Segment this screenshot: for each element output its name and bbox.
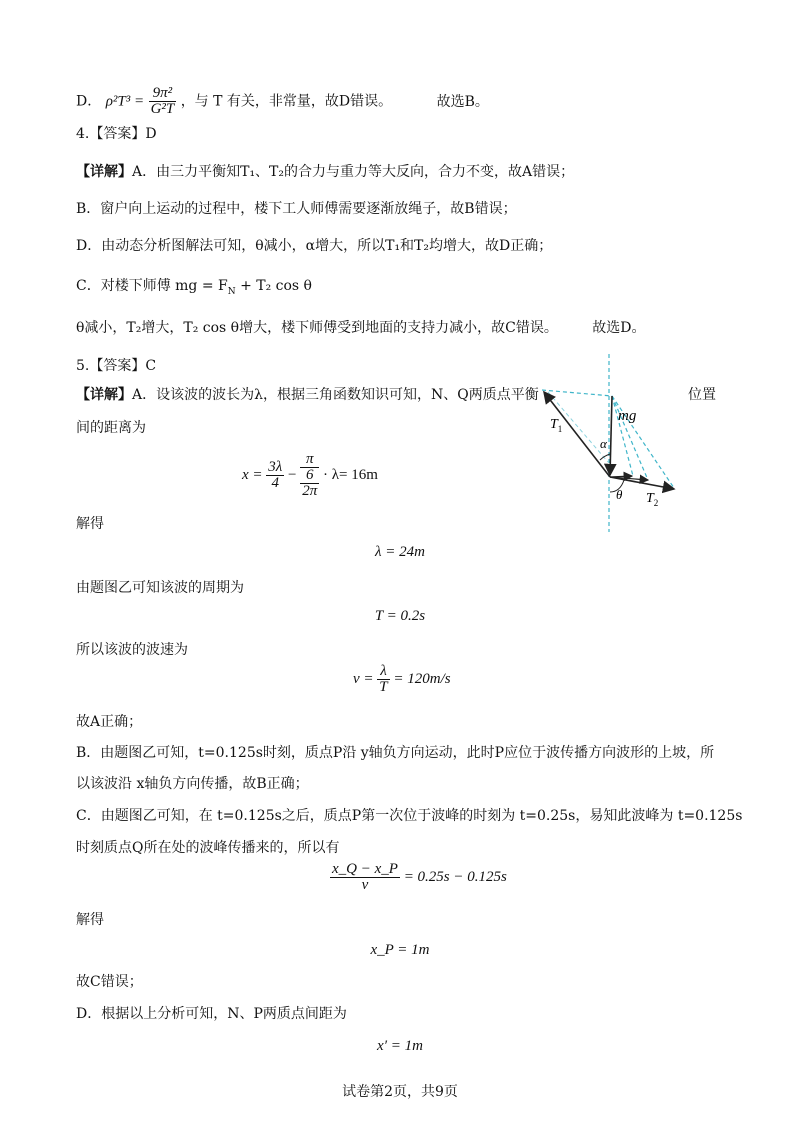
q5-period-text: 由题图乙可知该波的周期为 <box>76 580 244 596</box>
q3-answer: 故选B。 <box>436 93 489 110</box>
q5-eq1-frac1-num: 3λ <box>268 459 283 475</box>
q5-eq1 <box>242 452 378 499</box>
t1-arrow <box>544 392 610 477</box>
q3-d-denominator: G²T <box>150 101 175 117</box>
q3-d-fraction <box>149 86 177 117</box>
q5-b-line1: B．由题图乙可知，t=0.125s时刻，质点P沿 y轴负方向运动，此时P应位于波传播方向波形的上坡，所 <box>76 745 715 761</box>
q4-option-b: B．窗户向上运动的过程中，楼下工人师傅需要逐渐放绳子，故B错误； <box>76 201 517 217</box>
mg-arrow <box>610 396 612 475</box>
q4-c-text2: + T₂ cos θ <box>235 278 312 294</box>
q5-a-text1b: 位置 <box>688 387 716 403</box>
q4-a-text: A．由三力平衡知T₁、T₂的合力与重力等大反向，合力不变，故A错误； <box>132 164 575 180</box>
q4-c-conclusion <box>76 318 646 338</box>
label-t1: $T_1$ <box>550 417 563 434</box>
q5-eq1-frac2 <box>300 452 319 499</box>
q3-d-numerator: 9π² <box>149 86 177 102</box>
q5-eq5-den: v <box>361 877 369 893</box>
q5-eq4-den: T <box>379 679 388 695</box>
q4-answer: 故选D。 <box>592 320 646 336</box>
q4-option-c <box>76 276 312 302</box>
label-theta: θ <box>616 487 623 502</box>
q5-c-line1: C．由题图乙可知，在 t=0.125s之后，质点P第一次位于波峰的时刻为 t=0.25s，易知此波峰为 t=0.125s <box>76 808 743 824</box>
q5-eq4-num: λ <box>377 664 389 680</box>
q5-eq1-minus: − <box>288 466 297 483</box>
q5-a-conclusion: 故A正确； <box>76 714 143 730</box>
dashed-line-1 <box>542 390 612 396</box>
q5-c-line2: 时刻质点Q所在处的波峰传播来的，所以有 <box>76 840 340 856</box>
label-mg: mg <box>618 408 637 424</box>
q4-option-d: D．由动态分析图解法可知，θ减小，α增大，所以T₁和T₂均增大，故D正确； <box>76 238 553 254</box>
q5-eq5 <box>330 862 507 893</box>
q5-a-line1 <box>76 385 539 405</box>
q5-eq1-lhs: x = <box>242 466 263 483</box>
q5-a-text1: A．设该波的波长为λ，根据三角函数知识可知，N、Q两质点平衡 <box>132 387 539 403</box>
q5-eq4 <box>353 664 451 695</box>
q5-b-line2: 以该波沿 x轴负方向传播，故B正确； <box>76 776 309 792</box>
label-alpha: α <box>600 436 607 451</box>
force-diagram <box>528 352 708 542</box>
q5-eq1-frac2-den: 2π <box>302 483 318 499</box>
q5-eq5-num: x_Q − x_P <box>332 861 398 877</box>
q5-eq1-frac2-num-bot: 6 <box>300 468 319 484</box>
q3-d-label: D． <box>76 93 102 110</box>
q5-eq1-frac1 <box>266 460 284 491</box>
q5-eq6: x_P = 1m <box>370 942 430 958</box>
q5-eq4-frac <box>377 664 389 695</box>
q5-d-text: D．根据以上分析可知，N、P两质点间距为 <box>76 1006 347 1022</box>
q5-a-line2: 间的距离为 <box>76 420 146 436</box>
q5-eq2: λ = 24m <box>375 544 425 560</box>
q5-jiede2: 解得 <box>76 912 104 928</box>
q4-option-a <box>76 162 574 182</box>
q5-eq3: T = 0.2s <box>374 608 426 624</box>
q5-jiede1: 解得 <box>76 516 104 532</box>
q5-c-conclusion: 故C错误； <box>76 974 143 990</box>
q4-c-text: C．对楼下师傅 mg = F <box>76 278 228 294</box>
q3-d-text: ，与 T 有关，非常量，故D错误。 <box>180 93 393 110</box>
q5-detail-prefix: 【详解】 <box>76 387 132 403</box>
q4-heading: 4.【答案】D <box>76 126 157 142</box>
q5-eq5-rhs: = 0.25s − 0.125s <box>403 868 507 885</box>
q5-eq7: x′ = 1m <box>377 1038 423 1054</box>
q5-heading: 5.【答案】C <box>76 358 157 374</box>
q5-eq1-frac1-den: 4 <box>271 475 280 491</box>
q5-eq1-rhs: · λ= 16m <box>323 466 378 483</box>
q5-speed-text: 所以该波的波速为 <box>76 642 188 658</box>
page-footer: 试卷第2页，共9页 <box>342 1084 458 1100</box>
q4-detail-prefix: 【详解】 <box>76 164 132 180</box>
q3-option-d <box>76 86 489 117</box>
label-t2: $T_2$ <box>646 491 659 508</box>
q5-eq4-rhs: = 120m/s <box>393 670 451 687</box>
q3-d-formula-lhs: ρ²T³ = <box>105 93 145 110</box>
q5-eq5-frac <box>330 862 400 893</box>
q5-eq1-frac2-num-top: π <box>300 452 319 468</box>
q4-c-sub: N <box>227 286 236 297</box>
q4-c2-text: θ减小，T₂增大，T₂ cos θ增大，楼下师傅受到地面的支持力减小，故C错误。 <box>76 320 558 336</box>
q5-eq4-lhs: v = <box>353 670 374 687</box>
